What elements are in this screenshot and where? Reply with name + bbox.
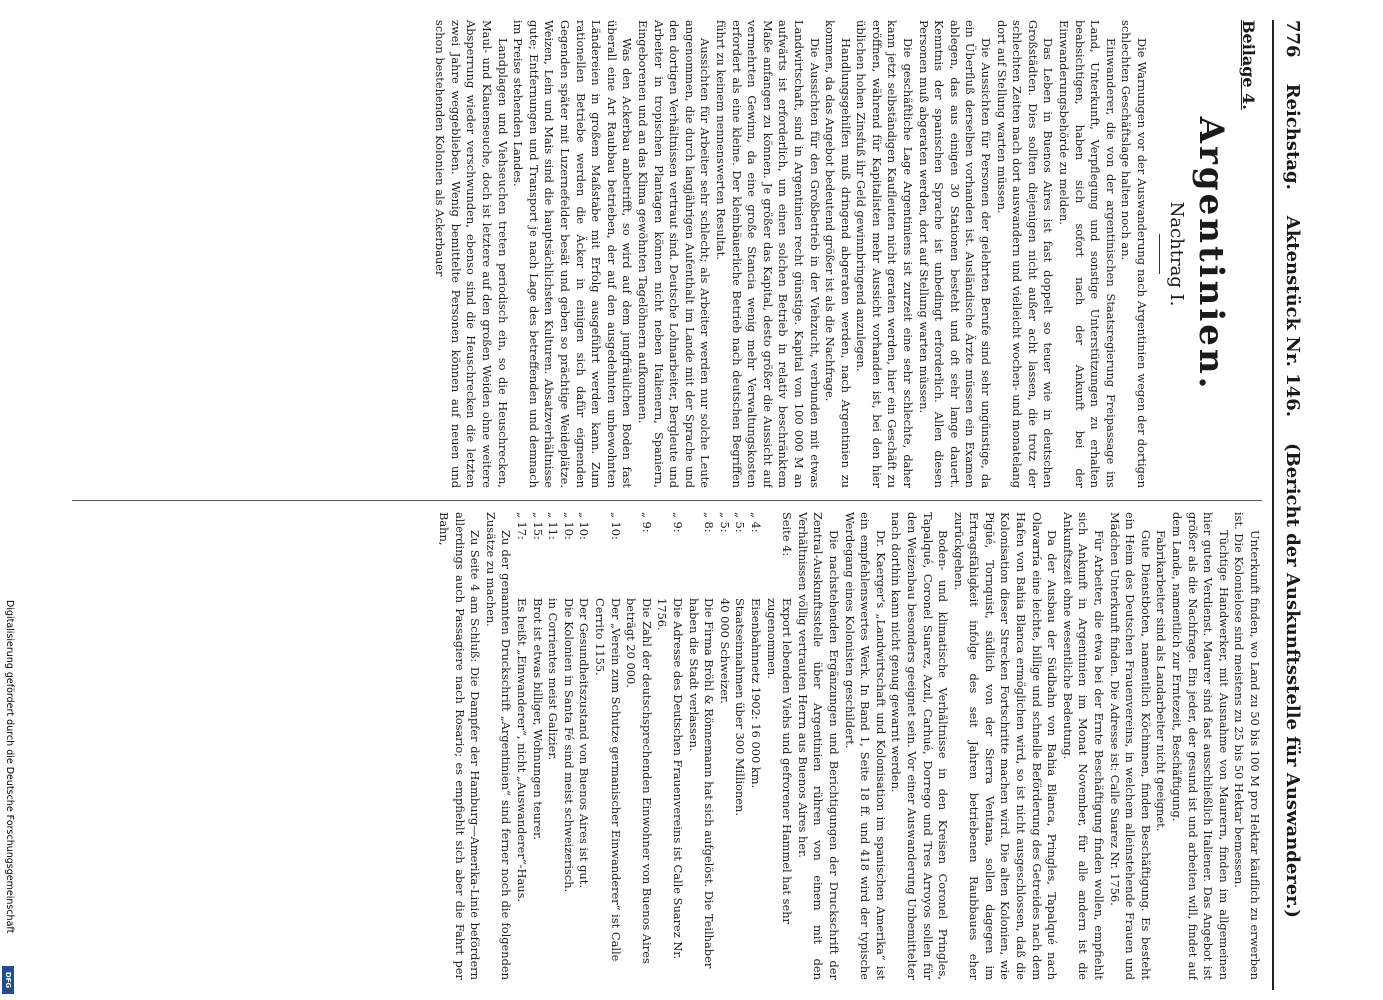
article-subtitle: Nachtrag I. (1166, 201, 1187, 307)
left-paragraphs (432, 20, 1149, 488)
column-divider (72, 500, 1262, 501)
errata-text: 40 000 Schweizer. (717, 598, 732, 704)
right-tail-paragraphs (436, 512, 514, 980)
errata-item (529, 512, 545, 980)
printed-page (60, 20, 1310, 990)
credit-text: Digitalisierung gefördert durch die Deutsche Forschungsgemeinschaft (4, 600, 15, 934)
errata-item (623, 512, 654, 980)
errata-text: Die Zahl der deutschsprechenden Einwohner von Buenos Aires beträgt 20 000. (624, 598, 654, 964)
page-number: 776 (1282, 20, 1304, 58)
errata-item (763, 512, 794, 980)
paragraph: Die nachstehenden Ergänzungen und Berichtigungen der Druckschrift der Zentral-Auskunftsstelle über Argentinien rühren von einem mit den Verhältnissen völlig vertrauten Herrn aus Buenos Aires her. (795, 512, 841, 980)
paragraph: Die Aussichten für den Großbetrieb in der Viehzucht, verbunden mit etwas Landwirtschaft, sind in Argentinien recht günstige. Kapital von 100 000 M an aufwärts ist erforderlich, um einen solchen Betrieb in relativ beschränktem Maße anfangen zu können. Je größer das Kapital, desto größer die Aussicht auf vermehrten Gewinn, da eine große Stancia wenig mehr Verwaltungskosten erfordert als eine kleine. Der kleinbäuerliche Betrieb nach deutschen Begriffen führt zu keinem nennenswerten Resultat. (713, 20, 822, 488)
page-header (1276, 20, 1310, 990)
errata-item (545, 512, 561, 980)
left-column (72, 20, 1262, 488)
errata-page-ref: „ 11: (546, 512, 561, 540)
errata-page-ref: „ 4: (749, 512, 763, 533)
paragraph: Für Arbeiter, die etwa bei der Ernte Beschäftigung finden wollen, empfiehlt sich Ankunft in Argentinien im Monat November, für alle andern ist die Ankunftszeit ohne wesentliche Bedeutung. (1060, 512, 1107, 980)
errata-text: Der Gesundheitszustand von Buenos Aires ist gut. (577, 598, 592, 888)
errata-page-ref: „ 10: (577, 512, 592, 540)
errata-page-ref: „ 9: (671, 512, 686, 533)
right-column (72, 512, 1262, 980)
paragraph: Gute Dienstboten, namentlich Köchinnen, finden Beschäftigung. Es besteht ein Heim des Deutschen Frauenvereins, in welchem alleinstehende Frauen und Mädchen Unterkunft finden. Die Adresse ist: Calle Suarez Nr. 1756. (1107, 512, 1153, 980)
paragraph: Boden- und klimatische Verhältnisse in den Kreisen Coronel Pringles, Tapalqué, Coronel Suarez, Azul, Carhué, Dorrego und Tres Arroyos sollen für den Weizenbau besonders geeignet sein. Vor einer Auswanderung Unbemittelter nach dorthin kann nicht genug gewarnt werden. (889, 512, 951, 980)
errata-item (514, 512, 530, 980)
publication-name: Reichstag. (1282, 83, 1304, 190)
paragraph: Da der Ausbau der Südbahn von Bahia Blanca, Pringles, Tapalqué nach Olavarría eine leichte, billige und schnelle Beförderung des Getreides nach dem Hafen von Bahia Blanca ermöglichen wird, so ist nicht ausgeschlossen, daß die Kolonisation dieser Strecken Fortschritte machen wird. Die alten Kolonien, wie Pigüé, Tornquist, südlich von der Sierra Ventana, sollen dagegen im Ertragsfähigkeit infolge des seit Jahren betriebenen Raubbaues eher zurückgehen. (951, 512, 1060, 980)
digitization-credit (3, 600, 15, 1000)
paragraph: Zu Seite 4 am Schluß: Die Dampfer der Hamburg—Amerika-Linie befördern allerdings auch Passagiere nach Rosario; es empfiehlt sich aber die Fahrt per Bahn, (437, 512, 483, 980)
errata-text: Eisenbahnnetz 1902: 16 000 km. (749, 598, 763, 789)
errata-text: Staatseinnahmen über 300 Millionen. (733, 598, 748, 816)
errata-item (685, 512, 716, 980)
errata-text: Export lebenden Viehs und gefrorener Hammel hat sehr zugenommen. (764, 598, 795, 924)
errata-text: Die Firma Bröhl & Rönnemann hat sich aufgelöst. Die Teilhaber haben die Stadt verlassen. (686, 598, 717, 969)
paragraph: Die Warnungen vor der Auswanderung nach Argentinien wegen der dortigen schlechten Geschäftslage halten noch an. (1119, 20, 1149, 488)
errata-text: Es heißt „Einwanderer“, nicht „Auswanderer“-Haus. (515, 598, 530, 903)
errata-item (747, 512, 763, 980)
paragraph: Unterkunft finden, wo Land zu 50 bis 100 M pro Hektar käuflich zu erwerben ist. Die Kolonielose sind meistens zu 25 bis 50 Hektar bemessen. (1232, 512, 1262, 980)
errata-page-ref: „ 5: (717, 512, 732, 533)
errata-page-ref: „ 10: (608, 512, 623, 540)
errata-page-ref: Seite 4: (780, 512, 795, 557)
errata-page-ref: „ 8: (702, 512, 717, 533)
dfg-logo-text: DFG (4, 971, 12, 989)
errata-text: Die Adresse des Deutschen Frauenvereins ist Calle Suarez Nr. 1756. (655, 598, 686, 960)
paragraph: Die geschäftliche Lage Argentiniens ist zurzeit eine sehr schlechte, daher kann jetzt selbständigen Kaufleuten nicht geraten werden, hier ein Geschäft zu eröffnen, während für Kapitalisten mehr Aussicht vorhanden ist, bei den hier üblichen hohen Zinsfuß ihr Geld gewinnbringend anzulegen. (854, 20, 916, 488)
paragraph: Einwanderer, die von der argentinischen Staatsregierung Freipassage ins Land, Unterkunft, Verpflegung und sonstige Unterstützungen zu erhalten beabsichtigen, haben sich sofort nach der Ankunft bei der Einwanderungsbehörde zu melden. (1057, 20, 1118, 488)
errata-item (591, 512, 622, 980)
right-paragraphs (794, 512, 1262, 980)
paragraph: Tüchtige Handwerker, mit Ausnahme von Maurern, finden im allgemeinen hier guten Verdienst. Maurer sind fast ausschließlich Italiener. Das Angebot ist größer als die Nachfrage. Ein jeder, der gesund ist und arbeiten will, findet auf dem Lande, namentlich zur Erntezeit, Beschäftigung. (1170, 512, 1231, 980)
errata-item (732, 512, 748, 980)
title-rule (1159, 234, 1160, 274)
article-title: Argentinien. (1191, 116, 1231, 392)
errata-item (560, 512, 576, 980)
errata-item (576, 512, 592, 980)
header-rule (1272, 20, 1274, 990)
errata-item (716, 512, 732, 980)
errata-page-ref: „ 9: (639, 512, 654, 533)
paragraph: Handlungsgehilfen muß dringend abgeraten werden, nach Argentinien zu kommen, da das Angebot bedeutend größer ist als die Nachfrage. (823, 20, 853, 488)
paragraph: Aussichten für Arbeiter sehr schlecht; als Arbeiter werden nur solche Leute angenommen, die durch langjährigen Aufenthalt im Lande mit der Sprache und den dortigen Verhältnissen vertraut sind. Deutsche Lohnarbeiter, Bergleute und Arbeiter in tropischen Plantagen können nicht neben Italienern, Spaniern, Eingeborenen und an das Klima gewöhnten Tagelöhnern aufkommen. (636, 20, 713, 488)
errata-page-ref: „ 17: (515, 512, 530, 540)
errata-text: Die Kolonien in Santa Fé sind meist schweizerisch. (561, 598, 576, 893)
document-subject: (Bericht der Auskunftsstelle für Auswanderer.) (1282, 443, 1304, 918)
beilage-label: Beilage 4. (1239, 20, 1258, 110)
errata-page-ref: „ 5: (733, 512, 748, 533)
paragraph: Das Leben in Buenos Aires ist fast doppelt so teuer wie in deutschen Großstädten. Dies sollten diejenigen nicht außer acht lassen, die trotz der schlechten Zeiten nach dort auswandern und vielleicht wochen- und monatelang dort auf Stellung warten müssen. (994, 20, 1056, 488)
paragraph: Dr. Kaerger's „Landwirtschaft und Kolonisation im spanischen Amerika“ ist ein empfehlenswertes Werk. In Band 1, Seite 18 ff. und 418 wird der typische Werdegang eines Kolonisten geschildert. (842, 512, 888, 980)
errata-page-ref: „ 15: (530, 512, 545, 540)
dfg-logo (2, 966, 14, 994)
errata-text: in Corrientes meist Galizier. (546, 598, 561, 761)
errata-item (654, 512, 685, 980)
errata-list (514, 512, 795, 980)
paragraph: Was den Ackerbau anbetrifft, so wird auf dem jungfräulichen Boden fast überall eine Art Raubbau betrieben, der auf den ausgedehnten unbewohnten Ländereien in großem Maßstabe mit Erfolg ausgeführt werden kann. Zum rationellen Betriebe werden die Äcker in einigen sich dafür eignenden Gegenden später mit Luzernefelder besät und geben so prächtige Weideplätze. Weizen, Lein und Mais sind die hauptsächlichsten Kulturen. Absatzverhältnisse gute; Entfernungen und Transport je nach Lage des betreffenden und demnach im Preise stehenden Landes. (511, 20, 635, 488)
paragraph: Zu der genannten Druckschrift „Argentinien“ sind ferner noch die folgenden Zusätze zu machen. (483, 512, 514, 980)
paragraph: Landplagen und Viehseuchen treten periodisch ein, so die Heuschrecken, Maul- und Klauenseuche, doch ist letztere auf den großen Weiden ohne weitere Absperrung wieder verschwunden, ebenso sind die Heuschrecken die letzten zwei Jahre weggeblieben. Wenig bemittelte Personen können auf neuen und schon bestehenden Kolonien als Ackerbauer (433, 20, 510, 488)
errata-page-ref: „ 10: (561, 512, 576, 540)
paragraph: Die Aussichten für Personen der gelehrten Berufe sind sehr ungünstige, da ein Überfluß derselben vorhanden ist. Ausländische Ärzte müssen ein Examen ablegen, das aus einigen 30 Stationen besteht und oft sehr lange dauert. Kenntnis der spanischen Sprache ist unbedingt erforderlich. Allen diesen Personen muß abgeraten werden, dort auf Stellung warten müssen. (916, 20, 994, 488)
errata-text: Der „Verein zum Schutze germanischer Einwanderer“ ist Calle Cerrito 1155. (593, 598, 623, 962)
paragraph: Fabrikarbeiter sind als Landarbeiter nicht geeignet. (1154, 530, 1169, 832)
document-number: Aktenstück Nr. 146. (1282, 215, 1304, 418)
errata-text: Brot ist etwas billiger, Wohnungen teurer. (530, 598, 545, 840)
